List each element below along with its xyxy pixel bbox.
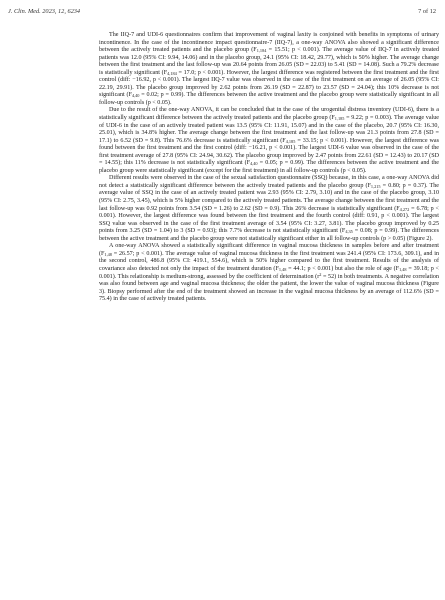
text-run: = 33.15; p < 0.001). However, the largest difference was found between the first treatment and the first control (diff: −16.21, p < 0.001). The largest UDI-6 value was observed in the case of the first treatment average of 27.8 (95% CI: 24.94, 30.62). The placebo group improved by 2.47 points from 22.61 (SD = 12.43) to 20.17 (SD = 14.55); this 11% decrease is not statistically significant (F xyxy=(99,137,439,167)
text-run: = 39.18; p < 0.001). This relationship is medium-strong, assessed by the coefficient of determination (r xyxy=(99,265,439,280)
subscript: 1,215 xyxy=(370,183,381,189)
subscript: 4,40 xyxy=(131,93,140,99)
subscript: 1,48 xyxy=(278,266,287,272)
superscript: 2 xyxy=(319,271,322,277)
text-run: = 9.22; p = 0.003). The average value of UDI-6 in the case of an actively treated patient was 13.5 (95% CI: 11.91, 15.07) and in the case of the placebo, 20.7 (95% CI: 16.30, 25.01), which is 34.8% higher. The average change between the first treatment and the last follow-up was 21.3 points from 27.8 (SD = 17.1) to 6.52 (SD = 9.8). This 76.6% decrease is statistically significant (F xyxy=(99,115,439,144)
paragraph-mucosa-thickness xyxy=(99,243,439,303)
text-run: = 0.02; p = 0.99). The differences between the active treatment and the placebo group were statistically significant in all follow-up controls (p < 0.05). xyxy=(99,92,439,106)
text-run: = 44.1; p < 0.001) but also the role of age (F xyxy=(286,265,400,272)
subscript: 1,48 xyxy=(399,266,407,272)
text-run: A one-way ANOVA showed a statistically significant difference in vaginal mucosa thickness in samples before and after treatment (F xyxy=(99,243,439,257)
journal-citation: J. Clin. Med. 2023, 12, 6234 xyxy=(8,8,81,15)
page-header xyxy=(8,8,436,20)
text-run: Different results were observed in the case of the sexual satisfaction questionnaire (SSQ) because, in this case, a one-way ANOVA did not detect a statistically significant difference between the actively treated patients and the placebo group (F xyxy=(99,175,439,189)
text-run: = 6.78; p < 0.001). However, the largest difference was found between the first treatment and the fourth control (diff: 0.91, p < 0.001). The largest SSQ value was observed in the case of the first treatment average of 3.54 (95% CI: 3.27, 3.81). The placebo group improved by 0.25 points from 3.25 (SD = 1.04) to 3 (SD = 0.93); this 7.7% decrease is not statistically significant (F xyxy=(99,205,439,235)
paragraph-iiq7 xyxy=(99,32,439,107)
subscript: 4,272 xyxy=(399,206,410,212)
article-body xyxy=(99,32,439,304)
text-run: = 52) in both treatments. A negative correlation was also found between age and vaginal mucosa thickness; the older the patient, the lower the value of vaginal mucosa thickness (Figure 3). Biopsy performed after the end of the treatment showed an increase in the vaginal mucosa thickness by an average of 112.6% (SD = 75.4) in the case of actively treated patients. xyxy=(99,273,439,303)
subscript: 1,184 xyxy=(256,48,267,54)
text-run: = 0.05; p = 0.99). The differences between the active treatment and the placebo group were statistically significant (except for the first treatment) in all follow-up controls (p < 0.05). xyxy=(99,160,439,174)
subscript: 4,40 xyxy=(250,161,258,167)
subscript: 4,185 xyxy=(285,138,296,144)
subscript: 1,185 xyxy=(334,116,345,122)
subscript: 4,184 xyxy=(167,70,177,76)
text-run: = 0.08; p = 0.99). The differences between the active treatment and the placebo group were not statistically significant either in all follow-up controls (p > 0.05) (Figure 2). xyxy=(99,228,439,242)
paragraph-udi6 xyxy=(99,107,439,175)
page-number: 7 of 12 xyxy=(418,8,436,15)
text-run: The IIQ-7 and UDI-6 questionnaires confirm that improvement of vaginal laxity is conjoined with benefits in symptoms of urinary incontinence. In the case of the incontinence impact questionnaire-7 (IIQ-7), a one-way ANOVA also showed a significant difference between the actively treated patients and the placebo group (F xyxy=(99,32,439,54)
text-run: = 26.57; p < 0.001). The average value of vaginal mucosa thickness in the first treatment was 241.4 (95% CI: 173.6, 309.1), and in the second control, 486.8 (95% CI: 419.1, 554.6), which is 50% higher compared to the first treatment. Results of the analysis of covariance also detected not only the impact of the treatment duration (F xyxy=(99,250,439,272)
text-run: = 0.80; p = 0.37). The average value of SSQ in the case of an actively treated patient was 2.93 (95% CI: 2.79, 3.10) and in the case of the placebo group, 3.10 (95% CI: 2.75, 3.45), which is 5% higher compared to the actively treated patients. The average change between the first treatment and the last follow-up was 0.92 points from 3.54 (SD = 1.26) to 2.62 (SD = 0.9). This 26% decrease is statistically significant (F xyxy=(99,182,440,212)
subscript: 4,35 xyxy=(345,229,353,235)
text-run: = 17.0; p < 0.001). However, the largest difference was registered between the first treatment and the first control (diff: −16.92, p < 0.001). The largest IIQ-7 value was observed in the case of the first treatment on an average of 26.05 (95% CI: 22.19, 29.91). The placebo group improved by 2.62 points from 26.19 (SD = 22.87) to 23.57 (SD = 24.04); this 10% decrease is not significant (F xyxy=(99,69,439,99)
paragraph-ssq xyxy=(99,175,439,243)
text-run: = 15.51; p < 0.001). The average value of IIQ-7 in actively treated patients was 12.0 (95% CI: 9.94, 14.06) and in the placebo group, 24.1 (95% CI: 18.42, 29.77), which is 50% higher. The average change between the first treatment and the last follow-up was 20.64 points from 26.05 (SD = 22.03) to 5.41 (SD = 14.08). Such a 79.2% decrease is statistically significant (F xyxy=(99,47,440,76)
text-run: Due to the result of the one-way ANOVA, it can be concluded that in the case of the urogenital distress inventory (UDI-6), there is a statistically significant difference between the actively treated patients and the placebo group (F xyxy=(99,107,439,122)
subscript: 1,48 xyxy=(104,251,112,257)
